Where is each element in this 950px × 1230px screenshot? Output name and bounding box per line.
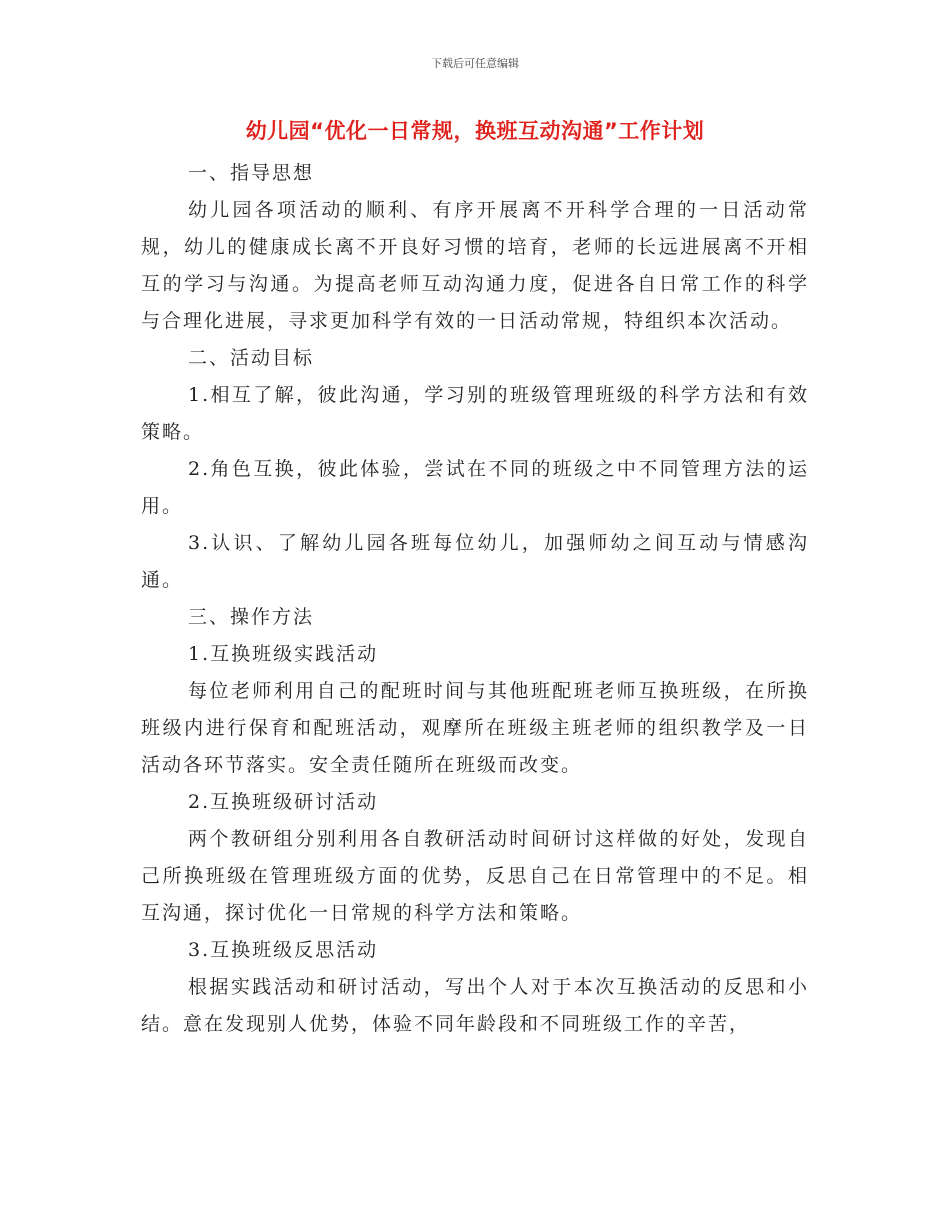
section-heading-activity-goals: 二、活动目标 [188,347,315,369]
document-body [141,155,809,1043]
document-title: 幼儿园“优化一日常规，换班互动沟通”工作计划 [245,119,705,143]
goal-item-1: 1.相互了解，彼此沟通，学习别的班级管理班级的科学方法和有效策略。 [141,384,809,443]
method-heading-3: 3.互换班级反思活动 [188,939,379,961]
goal-item-2: 2.角色互换，彼此体验，尝试在不同的班级之中不同管理方法的运用。 [141,458,809,517]
method-heading-1: 1.互换班级实践活动 [188,643,379,665]
goal-item-3: 3.认识、了解幼儿园各班每位幼儿，加强师幼之间互动与情感沟通。 [141,532,809,591]
method-paragraph-3: 根据实践活动和研讨活动，写出个人对于本次互换活动的反思和小结。意在发现别人优势，体验不同年龄段和不同班级工作的辛苦， [141,976,809,1035]
method-paragraph-1: 每位老师利用自己的配班时间与其他班配班老师互换班级，在所换班级内进行保育和配班活动，观摩所在班级主班老师的组织教学及一日活动各环节落实。安全责任随所在班级而改变。 [141,680,809,776]
page-header-note: 下载后可任意编辑 [431,57,519,70]
method-paragraph-2: 两个教研组分别利用各自教研活动时间研讨这样做的好处，发现自己所换班级在管理班级方面的优势，反思自己在日常管理中的不足。相互沟通，探讨优化一日常规的科学方法和策略。 [141,828,809,924]
section-heading-guiding-ideology: 一、指导思想 [188,162,315,184]
paragraph-guiding-ideology: 幼儿园各项活动的顺利、有序开展离不开科学合理的一日活动常规，幼儿的健康成长离不开良好习惯的培育，老师的长远进展离不开相互的学习与沟通。为提高老师互动沟通力度，促进各自日常工作的科学与合理化进展，寻求更加科学有效的一日活动常规，特组织本次活动。 [141,199,809,332]
section-heading-operation-methods: 三、操作方法 [188,606,315,628]
method-heading-2: 2.互换班级研讨活动 [188,791,379,813]
